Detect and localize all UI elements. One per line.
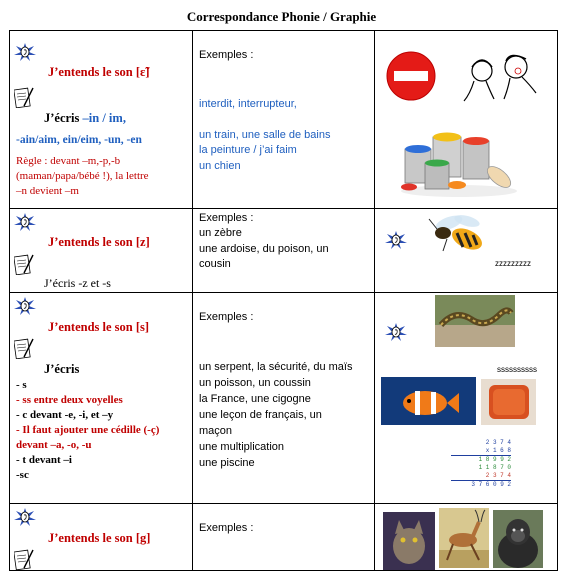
page-title: Correspondance Phonie / Graphie xyxy=(186,9,377,24)
rule-cell-g xyxy=(10,504,193,571)
multiplication-line: 1 8 9 9 2 xyxy=(478,456,511,463)
ear-icon xyxy=(385,231,407,249)
rule-item: - s xyxy=(16,379,27,391)
example-line: un zèbre xyxy=(199,227,242,239)
multiplication-line: 1 1 8 7 0 xyxy=(478,464,511,471)
writing-icon xyxy=(14,86,34,108)
gazelle-photo xyxy=(439,508,489,568)
sound-heading: J’entends le son [g] xyxy=(48,531,151,545)
sound-heading: J’entends le son [s] xyxy=(48,320,150,334)
examples-cell-in xyxy=(193,31,375,209)
example-line: un chien xyxy=(199,159,241,172)
sound-heading: J’entends le son [ɛ̃] xyxy=(48,65,150,79)
images-cell-z xyxy=(375,209,558,293)
example-line: la peinture / j’ai faim xyxy=(199,144,297,156)
hiss-text: ssssssssss xyxy=(497,365,537,374)
example-line: maçon xyxy=(199,425,233,437)
multiplication-line: 3 7 6 0 9 2 xyxy=(471,481,511,488)
ear-icon xyxy=(14,508,36,526)
multiplication-line: x 1 6 8 xyxy=(451,447,511,456)
multiplication-line: 2 3 7 4 xyxy=(451,472,511,481)
arguing-people-icon xyxy=(460,49,540,104)
examples-cell-g xyxy=(193,504,375,571)
ear-icon xyxy=(14,213,36,231)
examples-list xyxy=(199,226,329,273)
multiplication-operation xyxy=(451,439,511,489)
writing-icon xyxy=(14,253,34,275)
gorilla-photo xyxy=(493,510,543,568)
cushion-photo xyxy=(481,379,536,425)
rule-item: - c devant -e, -i, et –y xyxy=(16,409,114,421)
cat-photo xyxy=(383,512,435,570)
example-line xyxy=(199,113,330,128)
examples-label: Exemples : xyxy=(199,311,254,323)
examples-cell-z xyxy=(193,209,375,293)
rule-cell-s xyxy=(10,293,193,504)
rule-item: -sc xyxy=(16,469,29,481)
wasp-icon xyxy=(427,211,491,255)
examples-cell-s xyxy=(193,293,375,504)
ear-icon xyxy=(14,43,36,61)
example-line: une ardoise, du poison, un xyxy=(199,242,329,255)
writing-icon xyxy=(14,548,34,570)
rule-item: devant –a, -o, -u xyxy=(16,439,92,451)
images-cell-in xyxy=(375,31,558,209)
ear-icon xyxy=(14,297,36,315)
write-label: J’écris xyxy=(44,362,80,376)
snake-photo xyxy=(435,295,515,347)
spellings: -ain/aim, ein/eim, -un, -en xyxy=(16,134,142,146)
write-line: J’écris –in / im, xyxy=(44,111,126,125)
rule-cell-in xyxy=(10,31,193,209)
examples-label: Exemples : xyxy=(199,49,254,61)
example-line: une multiplication xyxy=(199,441,284,453)
ear-icon xyxy=(385,323,407,341)
rule-item: - t devant –i xyxy=(16,454,72,466)
images-cell-g xyxy=(375,504,558,571)
phonics-table xyxy=(9,30,558,571)
paint-cans-icon xyxy=(397,119,522,199)
example-line: un serpent, la sécurité, du maïs xyxy=(199,361,353,373)
rule-line-2: (maman/papa/bébé !), la lettre xyxy=(16,170,149,182)
rule-cell-z xyxy=(10,209,193,293)
examples-label: Exemples : xyxy=(199,212,254,224)
writing-icon xyxy=(14,337,34,359)
example-line: cousin xyxy=(199,258,231,270)
clownfish-photo xyxy=(381,377,476,425)
rule-item: - ss entre deux voyelles xyxy=(16,394,123,406)
examples-list xyxy=(199,97,330,174)
example-line: une leçon de français, un xyxy=(199,409,322,421)
example-line: interdit, interrupteur, xyxy=(199,98,297,110)
buzz-text: zzzzzzzzz xyxy=(495,259,531,268)
sound-heading: J’entends le son [z] xyxy=(48,235,150,249)
example-line: la France, une cigogne xyxy=(199,393,311,405)
example-line: une piscine xyxy=(199,457,255,469)
example-line: un poisson, un coussin xyxy=(199,377,311,389)
multiplication-line: 2 3 7 4 xyxy=(485,439,511,446)
example-line: un train, une salle de bains xyxy=(199,128,331,141)
rule-item: - Il faut ajouter une cédille (-ç) xyxy=(16,424,160,436)
rule-line-1: Règle : devant –m,-p,-b xyxy=(16,155,121,167)
examples-list xyxy=(199,359,352,471)
rule-line-3: –n devient –m xyxy=(16,185,79,197)
images-cell-s xyxy=(375,293,558,504)
write-line: J’écris -z et -s xyxy=(44,276,111,290)
examples-label: Exemples : xyxy=(199,522,254,534)
no-entry-sign-icon xyxy=(385,51,437,101)
